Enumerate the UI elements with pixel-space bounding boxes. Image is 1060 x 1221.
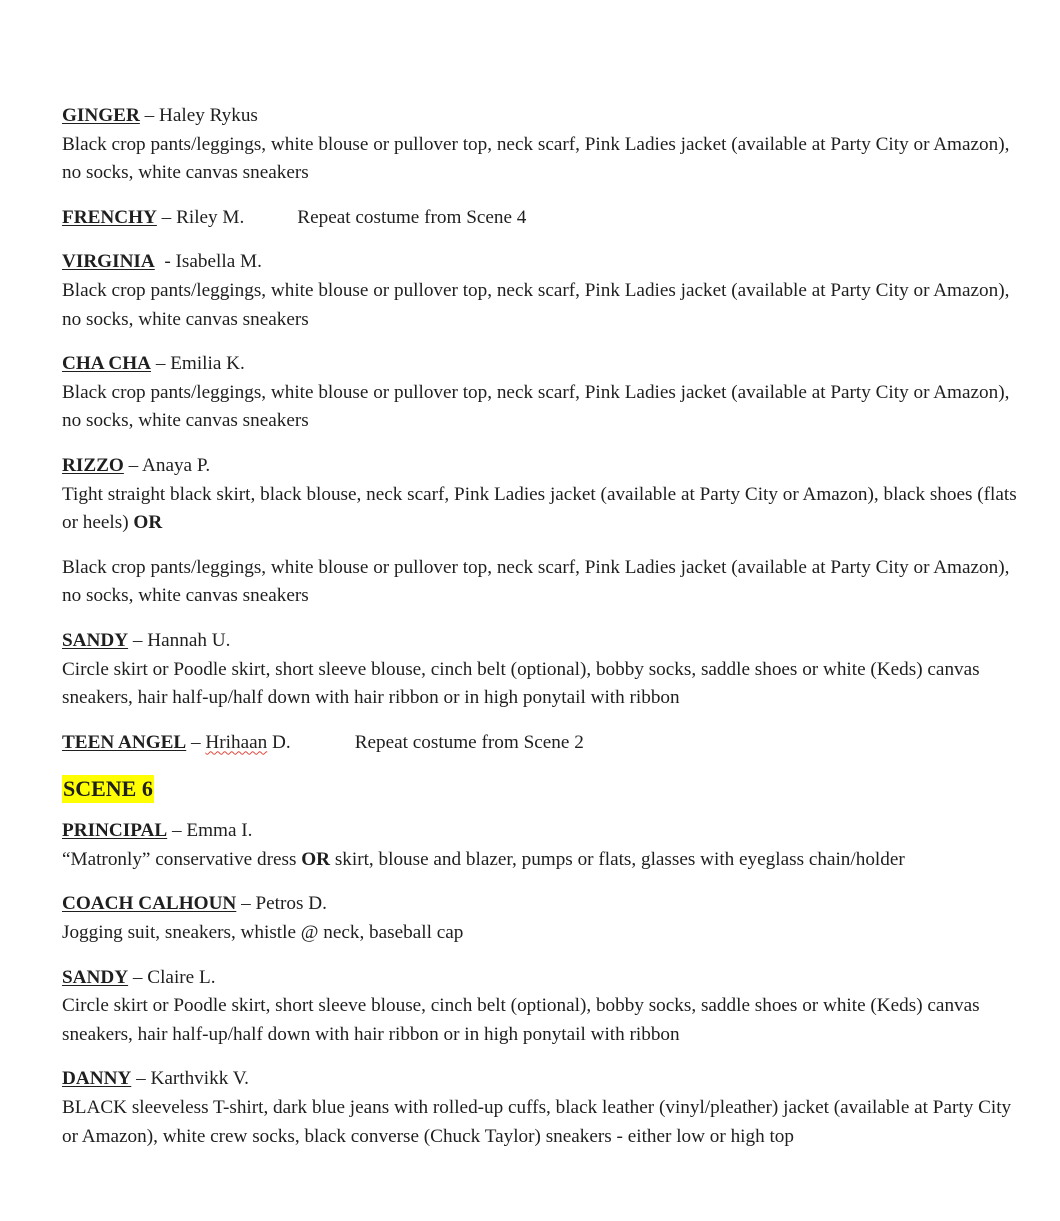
entry-rizzo: RIZZO – Anaya P. Tight straight black skirt, black blouse, neck scarf, Pink Ladies jacket (available at Party City or Amazon), black shoes (flats or heels) OR [62, 454, 1017, 534]
actor-name: Riley M. [176, 206, 245, 228]
actor-name: Claire L. [147, 966, 216, 988]
actor-name: Isabella M. [175, 251, 262, 273]
actor-name: Anaya P. [142, 454, 211, 476]
costume-description: Black crop pants/leggings, white blouse or pullover top, neck scarf, Pink Ladies jacket (available at Party City or Amazon), no socks, white canvas sneakers [62, 381, 1010, 432]
costume-description-alt: skirt, blouse and blazer, pumps or flats, glasses with eyeglass chain/holder [334, 848, 905, 870]
actor-name: Petros D. [255, 893, 327, 915]
scene-heading-row [62, 773, 1022, 817]
entry-danny: DANNY – Karthvikk V. BLACK sleeveless T-shirt, dark blue jeans with rolled-up cuffs, black leather (vinyl/pleather) jacket (available at Party City or Amazon), white crew socks, black converse (Chuck Taylor) sneakers - either low or high top [62, 1065, 1022, 1151]
actor-name: Hrihaan [205, 731, 268, 753]
role-name: GINGER [62, 105, 140, 126]
costume-description: BLACK sleeveless T-shirt, dark blue jeans with rolled-up cuffs, black leather (vinyl/pleather) jacket (available at Party City or Amazon), white crew socks, black converse (Chuck Taylor) sneakers - either low or high top [62, 1097, 1012, 1147]
entry-coach-calhoun: COACH CALHOUN – Petros D. Jogging suit, sneakers, whistle @ neck, baseball cap [62, 890, 1022, 947]
actor-name: Haley Rykus [159, 105, 258, 126]
actor-name: Emilia K. [170, 353, 245, 375]
entry-virginia: VIRGINIA - Isabella M. Black crop pants/leggings, white blouse or pullover top, neck scarf, Pink Ladies jacket (available at Party City or Amazon), no socks, white canvas sneakers [62, 248, 1022, 334]
entry-rizzo-alternate [62, 554, 1022, 611]
entry-teen-angel: TEEN ANGEL – Hrihaan D. Repeat costume from Scene 2 [62, 731, 584, 753]
or-label: OR [133, 512, 163, 534]
costume-list [62, 102, 1022, 1167]
role-name: SANDY [62, 966, 129, 988]
role-name: CHA CHA [62, 353, 152, 375]
role-name: PRINCIPAL [62, 820, 168, 842]
actor-name: Emma I. [186, 820, 253, 842]
role-name: SANDY [62, 629, 129, 651]
costume-description: Black crop pants/leggings, white blouse or pullover top, neck scarf, Pink Ladies jacket (available at Party City or Amazon), no socks, white canvas sneakers [62, 556, 1010, 607]
entry-cha-cha: CHA CHA – Emilia K. Black crop pants/leggings, white blouse or pullover top, neck scarf, Pink Ladies jacket (available at Party City or Amazon), no socks, white canvas sneakers [62, 350, 1022, 436]
entry-frenchy: FRENCHY – Riley M. Repeat costume from Scene 4 [62, 206, 527, 228]
costume-note: Repeat costume from Scene 4 [297, 206, 527, 228]
role-name: RIZZO [62, 454, 124, 476]
costume-description: Circle skirt or Poodle skirt, short sleeve blouse, cinch belt (optional), bobby socks, saddle shoes or white (Keds) canvas sneakers, hair half-up/half down with hair ribbon or in high ponytail with ribbon [62, 658, 980, 709]
entry-ginger: GINGER – Haley Rykus Black crop pants/leggings, white blouse or pullover top, neck scarf, Pink Ladies jacket (available at Party City or Amazon), no socks, white canvas sneakers [62, 102, 1022, 188]
role-name: VIRGINIA [62, 251, 155, 273]
actor-name: Karthvikk V. [150, 1068, 249, 1090]
role-name: TEEN ANGEL [62, 731, 187, 753]
costume-description: Tight straight black skirt, black blouse, neck scarf, Pink Ladies jacket (available at Party City or Amazon), black shoes (flats or heels) [62, 483, 1017, 534]
entry-sandy-claire: SANDY – Claire L. Circle skirt or Poodle skirt, short sleeve blouse, cinch belt (optional), bobby socks, saddle shoes or white (Keds) canvas sneakers, hair half-up/half down with hair ribbon or in high ponytail with ribbon [62, 964, 1022, 1050]
costume-description: Black crop pants/leggings, white blouse or pullover top, neck scarf, Pink Ladies jacket (available at Party City or Amazon), no socks, white canvas sneakers [62, 279, 1010, 330]
role-name: DANNY [62, 1068, 132, 1090]
costume-note: Repeat costume from Scene 2 [354, 731, 584, 753]
costume-description: Jogging suit, sneakers, whistle @ neck, baseball cap [62, 922, 464, 944]
scene-heading: SCENE 6 [63, 776, 153, 802]
entry-principal: PRINCIPAL – Emma I. “Matronly” conservative dress OR skirt, blouse and blazer, pumps or flats, glasses with eyeglass chain/holder [62, 820, 905, 870]
costume-description: Circle skirt or Poodle skirt, short sleeve blouse, cinch belt (optional), bobby socks, saddle shoes or white (Keds) canvas sneakers, hair half-up/half down with hair ribbon or in high ponytail with ribbon [62, 995, 980, 1045]
role-name: FRENCHY [62, 206, 157, 228]
or-label: OR [301, 848, 331, 870]
role-name: COACH CALHOUN [62, 893, 237, 915]
costume-description: Black crop pants/leggings, white blouse or pullover top, neck scarf, Pink Ladies jacket (available at Party City or Amazon), no socks, white canvas sneakers [62, 133, 1010, 184]
actor-initial: D. [272, 731, 291, 753]
actor-name: Hannah U. [147, 629, 231, 651]
entry-sandy-hannah: SANDY – Hannah U. Circle skirt or Poodle skirt, short sleeve blouse, cinch belt (optional), bobby socks, saddle shoes or white (Keds) canvas sneakers, hair half-up/half down with hair ribbon or in high ponytail with ribbon [62, 627, 1022, 713]
costume-description: “Matronly” conservative dress [62, 848, 297, 870]
